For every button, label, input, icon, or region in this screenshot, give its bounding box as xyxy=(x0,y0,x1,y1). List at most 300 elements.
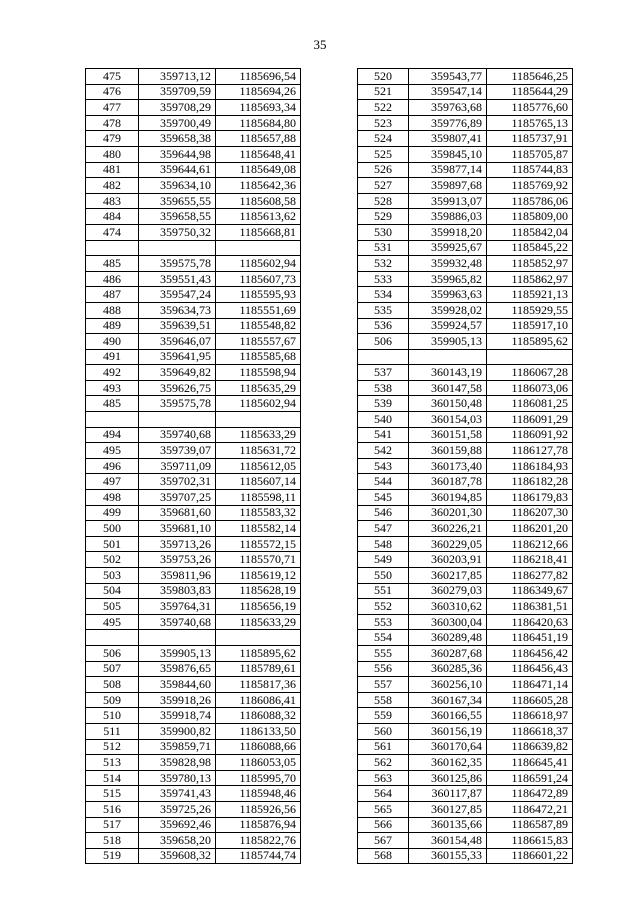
point-number-cell: 479 xyxy=(86,131,139,147)
table-row xyxy=(358,568,573,584)
point-number-cell: 538 xyxy=(358,380,409,396)
point-number-cell: 490 xyxy=(86,334,139,350)
y-coordinate-cell: 1185608,58 xyxy=(216,193,301,209)
x-coordinate-cell: 360170,64 xyxy=(409,739,487,755)
x-coordinate-cell: 360167,34 xyxy=(409,692,487,708)
y-coordinate-cell: 1186133,50 xyxy=(216,723,301,739)
x-coordinate-cell: 360173,40 xyxy=(409,458,487,474)
x-coordinate-cell: 360203,91 xyxy=(409,552,487,568)
table-row xyxy=(358,661,573,677)
y-coordinate-cell: 1185921,13 xyxy=(487,287,573,303)
point-number-cell: 495 xyxy=(86,614,139,630)
point-number-cell: 543 xyxy=(358,458,409,474)
point-number-cell: 488 xyxy=(86,302,139,318)
point-number-cell: 499 xyxy=(86,505,139,521)
table-row xyxy=(86,100,301,116)
table-row xyxy=(358,193,573,209)
table-row xyxy=(86,240,301,256)
point-number-cell: 503 xyxy=(86,568,139,584)
y-coordinate-cell: 1185684,80 xyxy=(216,115,301,131)
x-coordinate-cell: 360151,58 xyxy=(409,427,487,443)
table-row xyxy=(358,302,573,318)
y-coordinate-cell xyxy=(216,630,301,646)
x-coordinate-cell: 360279,03 xyxy=(409,583,487,599)
point-number-cell: 516 xyxy=(86,801,139,817)
y-coordinate-cell: 1185557,67 xyxy=(216,334,301,350)
table-row xyxy=(86,302,301,318)
x-coordinate-cell: 360226,21 xyxy=(409,521,487,537)
point-number-cell: 561 xyxy=(358,739,409,755)
y-coordinate-cell: 1186067,28 xyxy=(487,365,573,381)
table-row xyxy=(358,380,573,396)
point-number-cell: 537 xyxy=(358,365,409,381)
point-number-cell: 475 xyxy=(86,69,139,85)
table-row xyxy=(358,708,573,724)
table-row xyxy=(358,739,573,755)
x-coordinate-cell: 359639,51 xyxy=(139,318,216,334)
point-number-cell xyxy=(358,349,409,365)
x-coordinate-cell: 359845,10 xyxy=(409,146,487,162)
x-coordinate-cell: 359753,26 xyxy=(139,552,216,568)
point-number-cell: 498 xyxy=(86,490,139,506)
y-coordinate-cell: 1185948,46 xyxy=(216,786,301,802)
x-coordinate-cell: 360310,62 xyxy=(409,599,487,615)
x-coordinate-cell xyxy=(139,630,216,646)
table-row xyxy=(86,349,301,365)
point-number-cell: 489 xyxy=(86,318,139,334)
point-number-cell: 527 xyxy=(358,178,409,194)
y-coordinate-cell xyxy=(216,412,301,428)
y-coordinate-cell: 1186277,82 xyxy=(487,568,573,584)
point-number-cell: 564 xyxy=(358,786,409,802)
table-row xyxy=(86,365,301,381)
y-coordinate-cell: 1185789,61 xyxy=(216,661,301,677)
y-coordinate-cell: 1186207,30 xyxy=(487,505,573,521)
x-coordinate-cell: 359626,75 xyxy=(139,380,216,396)
x-coordinate-cell: 359905,13 xyxy=(139,645,216,661)
point-number-cell: 477 xyxy=(86,100,139,116)
y-coordinate-cell: 1185744,83 xyxy=(487,162,573,178)
coordinates-table-right xyxy=(357,68,573,864)
x-coordinate-cell: 359918,20 xyxy=(409,224,487,240)
y-coordinate-cell: 1185613,62 xyxy=(216,209,301,225)
y-coordinate-cell: 1186420,63 xyxy=(487,614,573,630)
point-number-cell: 562 xyxy=(358,755,409,771)
y-coordinate-cell: 1185583,32 xyxy=(216,505,301,521)
y-coordinate-cell: 1185786,06 xyxy=(487,193,573,209)
y-coordinate-cell: 1185693,34 xyxy=(216,100,301,116)
point-number-cell: 478 xyxy=(86,115,139,131)
table-row xyxy=(358,131,573,147)
y-coordinate-cell: 1186639,82 xyxy=(487,739,573,755)
y-coordinate-cell: 1185646,25 xyxy=(487,69,573,85)
coordinates-table-left xyxy=(85,68,301,864)
table-row xyxy=(86,131,301,147)
point-number-cell: 511 xyxy=(86,723,139,739)
table-row xyxy=(86,396,301,412)
x-coordinate-cell: 359547,14 xyxy=(409,84,487,100)
y-coordinate-cell xyxy=(487,349,573,365)
y-coordinate-cell: 1185602,94 xyxy=(216,256,301,272)
y-coordinate-cell: 1185595,93 xyxy=(216,287,301,303)
table-row xyxy=(86,178,301,194)
x-coordinate-cell: 360300,04 xyxy=(409,614,487,630)
y-coordinate-cell: 1185895,62 xyxy=(216,645,301,661)
y-coordinate-cell: 1186615,83 xyxy=(487,833,573,849)
x-coordinate-cell: 359776,89 xyxy=(409,115,487,131)
point-number-cell xyxy=(86,240,139,256)
x-coordinate-cell: 360150,48 xyxy=(409,396,487,412)
table-row xyxy=(86,645,301,661)
x-coordinate-cell: 359913,07 xyxy=(409,193,487,209)
y-coordinate-cell: 1186088,66 xyxy=(216,739,301,755)
point-number-cell: 524 xyxy=(358,131,409,147)
table-row xyxy=(86,474,301,490)
x-coordinate-cell: 359644,98 xyxy=(139,146,216,162)
x-coordinate-cell: 359681,10 xyxy=(139,521,216,537)
x-coordinate-cell: 359709,59 xyxy=(139,84,216,100)
x-coordinate-cell: 359634,73 xyxy=(139,302,216,318)
x-coordinate-cell: 359807,41 xyxy=(409,131,487,147)
table-row xyxy=(358,427,573,443)
point-number-cell: 510 xyxy=(86,708,139,724)
point-number-cell: 495 xyxy=(86,443,139,459)
y-coordinate-cell: 1185602,94 xyxy=(216,396,301,412)
y-coordinate-cell: 1185852,97 xyxy=(487,256,573,272)
point-number-cell: 481 xyxy=(86,162,139,178)
x-coordinate-cell: 360154,03 xyxy=(409,412,487,428)
y-coordinate-cell: 1185572,15 xyxy=(216,536,301,552)
point-number-cell: 563 xyxy=(358,770,409,786)
x-coordinate-cell: 359641,95 xyxy=(139,349,216,365)
x-coordinate-cell: 359658,38 xyxy=(139,131,216,147)
table-row xyxy=(358,178,573,194)
table-row xyxy=(86,443,301,459)
y-coordinate-cell: 1186349,67 xyxy=(487,583,573,599)
x-coordinate-cell: 360155,33 xyxy=(409,848,487,864)
y-coordinate-cell: 1186381,51 xyxy=(487,599,573,615)
x-coordinate-cell: 360287,68 xyxy=(409,645,487,661)
table-row xyxy=(358,334,573,350)
table-row xyxy=(358,365,573,381)
x-coordinate-cell: 360201,30 xyxy=(409,505,487,521)
table-row xyxy=(358,318,573,334)
table-row xyxy=(86,801,301,817)
point-number-cell: 497 xyxy=(86,474,139,490)
point-number-cell: 485 xyxy=(86,396,139,412)
point-number-cell: 521 xyxy=(358,84,409,100)
table-row xyxy=(86,490,301,506)
table-row xyxy=(86,380,301,396)
y-coordinate-cell: 1185619,12 xyxy=(216,568,301,584)
point-number-cell: 525 xyxy=(358,146,409,162)
table-row xyxy=(86,458,301,474)
point-number-cell: 567 xyxy=(358,833,409,849)
x-coordinate-cell: 359702,31 xyxy=(139,474,216,490)
point-number-cell: 546 xyxy=(358,505,409,521)
table-row xyxy=(358,209,573,225)
table-row xyxy=(86,412,301,428)
table-row xyxy=(86,224,301,240)
y-coordinate-cell: 1185598,11 xyxy=(216,490,301,506)
table-row xyxy=(86,614,301,630)
table-row xyxy=(358,645,573,661)
x-coordinate-cell: 359713,26 xyxy=(139,536,216,552)
x-coordinate-cell: 359932,48 xyxy=(409,256,487,272)
table-row xyxy=(86,427,301,443)
y-coordinate-cell: 1185649,08 xyxy=(216,162,301,178)
y-coordinate-cell: 1186471,14 xyxy=(487,677,573,693)
point-number-cell: 547 xyxy=(358,521,409,537)
table-row xyxy=(86,692,301,708)
y-coordinate-cell: 1185737,91 xyxy=(487,131,573,147)
table-row xyxy=(86,69,301,85)
x-coordinate-cell: 359655,55 xyxy=(139,193,216,209)
table-row xyxy=(86,146,301,162)
table-row xyxy=(86,833,301,849)
x-coordinate-cell: 359877,14 xyxy=(409,162,487,178)
y-coordinate-cell: 1186091,92 xyxy=(487,427,573,443)
point-number-cell: 534 xyxy=(358,287,409,303)
point-number-cell: 507 xyxy=(86,661,139,677)
x-coordinate-cell: 359543,77 xyxy=(409,69,487,85)
table-row xyxy=(358,412,573,428)
y-coordinate-cell: 1185631,72 xyxy=(216,443,301,459)
point-number-cell: 555 xyxy=(358,645,409,661)
table-row xyxy=(358,786,573,802)
y-coordinate-cell: 1185607,73 xyxy=(216,271,301,287)
y-coordinate-cell: 1185551,69 xyxy=(216,302,301,318)
table-row xyxy=(358,801,573,817)
y-coordinate-cell: 1186645,41 xyxy=(487,755,573,771)
x-coordinate-cell: 359551,43 xyxy=(139,271,216,287)
point-number-cell: 517 xyxy=(86,817,139,833)
x-coordinate-cell: 359811,96 xyxy=(139,568,216,584)
x-coordinate-cell: 359963,63 xyxy=(409,287,487,303)
point-number-cell: 480 xyxy=(86,146,139,162)
table-row xyxy=(358,692,573,708)
y-coordinate-cell: 1186618,97 xyxy=(487,708,573,724)
table-row xyxy=(86,271,301,287)
y-coordinate-cell: 1185744,74 xyxy=(216,848,301,864)
table-row xyxy=(358,162,573,178)
point-number-cell: 566 xyxy=(358,817,409,833)
y-coordinate-cell: 1186587,89 xyxy=(487,817,573,833)
table-row xyxy=(358,583,573,599)
y-coordinate-cell: 1186081,25 xyxy=(487,396,573,412)
point-number-cell: 539 xyxy=(358,396,409,412)
point-number-cell: 485 xyxy=(86,256,139,272)
point-number-cell: 528 xyxy=(358,193,409,209)
x-coordinate-cell: 359859,71 xyxy=(139,739,216,755)
x-coordinate-cell xyxy=(139,412,216,428)
point-number-cell: 493 xyxy=(86,380,139,396)
y-coordinate-cell: 1185656,19 xyxy=(216,599,301,615)
table-row xyxy=(358,224,573,240)
x-coordinate-cell: 359886,03 xyxy=(409,209,487,225)
x-coordinate-cell: 359658,55 xyxy=(139,209,216,225)
y-coordinate-cell: 1185633,29 xyxy=(216,427,301,443)
point-number-cell: 500 xyxy=(86,521,139,537)
table-row xyxy=(358,69,573,85)
point-number-cell: 548 xyxy=(358,536,409,552)
x-coordinate-cell: 360289,48 xyxy=(409,630,487,646)
y-coordinate-cell: 1186182,28 xyxy=(487,474,573,490)
x-coordinate-cell: 360117,87 xyxy=(409,786,487,802)
x-coordinate-cell: 359740,68 xyxy=(139,614,216,630)
y-coordinate-cell xyxy=(216,240,301,256)
y-coordinate-cell: 1186618,37 xyxy=(487,723,573,739)
table-row xyxy=(358,396,573,412)
point-number-cell: 502 xyxy=(86,552,139,568)
point-number-cell: 515 xyxy=(86,786,139,802)
y-coordinate-cell: 1185822,76 xyxy=(216,833,301,849)
x-coordinate-cell: 359707,25 xyxy=(139,490,216,506)
table-row xyxy=(86,162,301,178)
table-row xyxy=(86,755,301,771)
table-row xyxy=(358,848,573,864)
y-coordinate-cell: 1185633,29 xyxy=(216,614,301,630)
x-coordinate-cell: 359828,98 xyxy=(139,755,216,771)
table-row xyxy=(86,568,301,584)
point-number-cell: 476 xyxy=(86,84,139,100)
y-coordinate-cell: 1185895,62 xyxy=(487,334,573,350)
table-row xyxy=(358,100,573,116)
table-row xyxy=(86,770,301,786)
table-row xyxy=(86,583,301,599)
point-number-cell: 558 xyxy=(358,692,409,708)
point-number-cell: 491 xyxy=(86,349,139,365)
point-number-cell: 512 xyxy=(86,739,139,755)
point-number-cell: 530 xyxy=(358,224,409,240)
table-row xyxy=(358,552,573,568)
y-coordinate-cell: 1185694,26 xyxy=(216,84,301,100)
table-row xyxy=(358,614,573,630)
x-coordinate-cell: 359918,74 xyxy=(139,708,216,724)
y-coordinate-cell: 1185582,14 xyxy=(216,521,301,537)
point-number-cell: 522 xyxy=(358,100,409,116)
point-number-cell: 549 xyxy=(358,552,409,568)
table-row xyxy=(358,474,573,490)
table-row xyxy=(86,536,301,552)
y-coordinate-cell: 1185817,36 xyxy=(216,677,301,693)
y-coordinate-cell: 1185657,88 xyxy=(216,131,301,147)
y-coordinate-cell: 1186218,41 xyxy=(487,552,573,568)
y-coordinate-cell: 1185642,36 xyxy=(216,178,301,194)
table-row xyxy=(358,84,573,100)
x-coordinate-cell: 360166,55 xyxy=(409,708,487,724)
point-number-cell: 504 xyxy=(86,583,139,599)
y-coordinate-cell: 1186184,93 xyxy=(487,458,573,474)
point-number-cell: 526 xyxy=(358,162,409,178)
x-coordinate-cell: 359763,68 xyxy=(409,100,487,116)
x-coordinate-cell: 359739,07 xyxy=(139,443,216,459)
point-number-cell: 508 xyxy=(86,677,139,693)
y-coordinate-cell: 1185769,92 xyxy=(487,178,573,194)
table-row xyxy=(358,755,573,771)
point-number-cell: 556 xyxy=(358,661,409,677)
point-number-cell: 553 xyxy=(358,614,409,630)
point-number-cell: 551 xyxy=(358,583,409,599)
x-coordinate-cell: 359897,68 xyxy=(409,178,487,194)
table-row xyxy=(358,630,573,646)
y-coordinate-cell: 1185842,04 xyxy=(487,224,573,240)
y-coordinate-cell: 1185585,68 xyxy=(216,349,301,365)
table-row xyxy=(358,677,573,693)
point-number-cell: 518 xyxy=(86,833,139,849)
y-coordinate-cell: 1186591,24 xyxy=(487,770,573,786)
y-coordinate-cell: 1186472,89 xyxy=(487,786,573,802)
table-row xyxy=(86,817,301,833)
y-coordinate-cell: 1185548,82 xyxy=(216,318,301,334)
x-coordinate-cell: 360143,19 xyxy=(409,365,487,381)
point-number-cell: 487 xyxy=(86,287,139,303)
point-number-cell: 532 xyxy=(358,256,409,272)
point-number-cell: 519 xyxy=(86,848,139,864)
table-row xyxy=(358,817,573,833)
x-coordinate-cell: 359803,83 xyxy=(139,583,216,599)
y-coordinate-cell: 1185917,10 xyxy=(487,318,573,334)
x-coordinate-cell: 359700,49 xyxy=(139,115,216,131)
x-coordinate-cell xyxy=(139,240,216,256)
y-coordinate-cell: 1185845,22 xyxy=(487,240,573,256)
point-number-cell: 557 xyxy=(358,677,409,693)
point-number-cell: 550 xyxy=(358,568,409,584)
x-coordinate-cell: 359575,78 xyxy=(139,256,216,272)
point-number-cell: 560 xyxy=(358,723,409,739)
table-row xyxy=(86,521,301,537)
x-coordinate-cell: 360229,05 xyxy=(409,536,487,552)
y-coordinate-cell: 1186212,66 xyxy=(487,536,573,552)
x-coordinate-cell: 359692,46 xyxy=(139,817,216,833)
point-number-cell: 544 xyxy=(358,474,409,490)
point-number-cell: 494 xyxy=(86,427,139,443)
y-coordinate-cell: 1185598,94 xyxy=(216,365,301,381)
table-row xyxy=(358,240,573,256)
x-coordinate-cell: 359844,60 xyxy=(139,677,216,693)
table-row xyxy=(358,770,573,786)
x-coordinate-cell xyxy=(409,349,487,365)
point-number-cell: 506 xyxy=(358,334,409,350)
point-number-cell: 542 xyxy=(358,443,409,459)
table-row xyxy=(358,833,573,849)
table-row xyxy=(358,723,573,739)
point-number-cell: 483 xyxy=(86,193,139,209)
x-coordinate-cell: 359644,61 xyxy=(139,162,216,178)
y-coordinate-cell: 1185995,70 xyxy=(216,770,301,786)
y-coordinate-cell: 1186073,06 xyxy=(487,380,573,396)
x-coordinate-cell: 359547,24 xyxy=(139,287,216,303)
point-number-cell: 496 xyxy=(86,458,139,474)
point-number-cell: 531 xyxy=(358,240,409,256)
table-row xyxy=(86,708,301,724)
y-coordinate-cell: 1185765,13 xyxy=(487,115,573,131)
table-row xyxy=(86,786,301,802)
table-row xyxy=(86,677,301,693)
x-coordinate-cell: 359965,82 xyxy=(409,271,487,287)
x-coordinate-cell: 359741,43 xyxy=(139,786,216,802)
x-coordinate-cell: 360125,86 xyxy=(409,770,487,786)
table-row xyxy=(358,271,573,287)
point-number-cell: 559 xyxy=(358,708,409,724)
point-number-cell: 554 xyxy=(358,630,409,646)
y-coordinate-cell: 1185696,54 xyxy=(216,69,301,85)
point-number-cell: 514 xyxy=(86,770,139,786)
x-coordinate-cell: 360187,78 xyxy=(409,474,487,490)
x-coordinate-cell: 359924,57 xyxy=(409,318,487,334)
x-coordinate-cell: 359928,02 xyxy=(409,302,487,318)
point-number-cell: 506 xyxy=(86,645,139,661)
